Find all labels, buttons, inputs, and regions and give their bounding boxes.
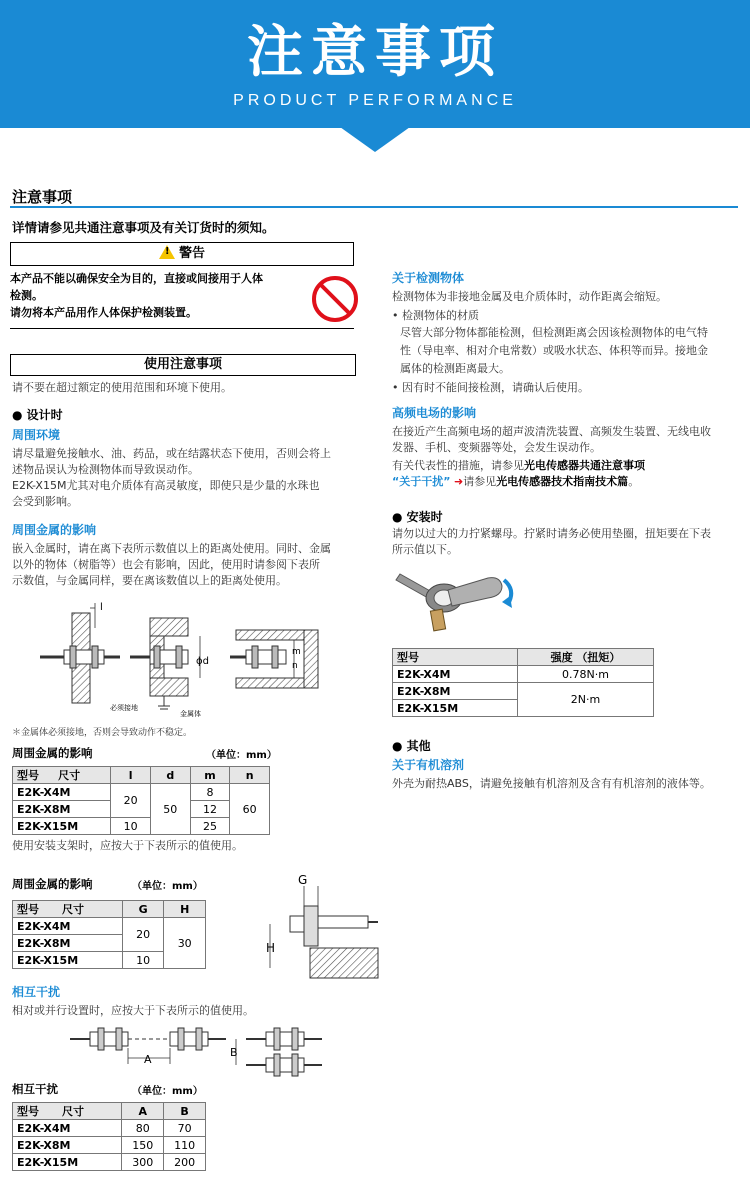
table-cell: E2K-X8M: [393, 683, 518, 700]
table2-header: H: [164, 901, 206, 918]
install-text: [392, 526, 742, 558]
env-text: [12, 446, 362, 510]
banner-arrow: [340, 127, 410, 152]
table-cell: 110: [164, 1137, 206, 1154]
header-banner: [0, 0, 750, 128]
table1-header: d: [150, 767, 190, 784]
table2-header: G: [122, 901, 164, 918]
warning-line: 本产品不能以确保安全为目的，直接或间接用于人体: [10, 272, 263, 285]
hf-line: 有关代表性的措施，请参见光电传感器共通注意事项: [392, 459, 645, 472]
detect-sub-line: 尽管大部分物体都能检测，但检测距离会因该检测物体的电气特: [400, 326, 708, 339]
label-m: m: [292, 647, 301, 657]
hf-title: 高频电场的影响: [392, 406, 477, 420]
table-cell: 10: [122, 952, 164, 969]
metal-text: [12, 541, 362, 589]
table-cell: E2K-X8M: [13, 801, 111, 818]
table3-header-model: 型号 尺寸: [13, 1103, 122, 1120]
table4-header: 强度 （扭矩）: [518, 649, 654, 666]
detect-text: [392, 289, 742, 396]
install-heading-label: 安装时: [406, 510, 443, 524]
label-h: H: [266, 941, 276, 955]
warning-box: [10, 242, 354, 329]
hf-text: [392, 424, 742, 490]
label-metal: 金属体: [180, 710, 201, 718]
mutual-text: 相对或并行设置时，应按大于下表所示的值使用。: [12, 1004, 254, 1017]
table-cell: E2K-X4M: [13, 1120, 122, 1137]
usage-text: 请不要在超过额定的使用范围和环境下使用。: [12, 381, 232, 394]
install-line: 请勿以过大的力拧紧螺母。拧紧时请务必使用垫圈，扭矩要在下表: [392, 527, 711, 540]
table-cell: 200: [164, 1154, 206, 1171]
warning-label: 警告: [178, 246, 205, 261]
table1-header: l: [111, 767, 151, 784]
table-cell: 80: [122, 1120, 164, 1137]
env-line: 会受到影响。: [12, 495, 78, 508]
table1-caption: 周围金属的影响: [12, 746, 93, 760]
hf-line: “关于干扰” ➜请参见光电传感器技术指南技术篇。: [392, 475, 640, 488]
table-cell: E2K-X4M: [13, 784, 111, 801]
interference-diagram: [70, 1024, 326, 1080]
banner-subtitle: PRODUCT PERFORMANCE: [233, 92, 517, 109]
label-a: A: [144, 1053, 152, 1066]
table-cell: 20: [122, 918, 164, 952]
table1-header-model: 型号 尺寸: [13, 767, 111, 784]
usage-header: 使用注意事项: [10, 354, 356, 376]
table-cell: 0.78N·m: [518, 666, 654, 683]
label-n: n: [292, 661, 298, 671]
warning-icon: !: [159, 245, 175, 259]
bracket-diagram: [260, 872, 380, 984]
table-cell: 300: [122, 1154, 164, 1171]
bracket-note: 使用安装支架时，应按大于下表所示的值使用。: [12, 839, 243, 852]
solvent-text: 外壳为耐热ABS，请避免接触有机溶剂及含有有机溶剂的液体等。: [392, 777, 711, 790]
table4-header: 型号: [393, 649, 518, 666]
detect-sub: [392, 324, 742, 378]
label-b: B: [230, 1046, 238, 1059]
table-cell: 30: [164, 918, 206, 969]
warning-header: [10, 242, 354, 266]
table-cell: 70: [164, 1120, 206, 1137]
table-cell: E2K-X15M: [13, 1154, 122, 1171]
table3-caption: 相互干扰: [12, 1082, 58, 1096]
env-line: 述物品误认为检测物体而导致误动作。: [12, 463, 199, 476]
other-heading: ● 其他: [392, 739, 431, 753]
table-cell: E2K-X4M: [393, 666, 518, 683]
table3-unit: （单位：mm）: [132, 1086, 203, 1097]
table-cell: 60: [230, 784, 270, 835]
metal-line: 嵌入金属时，请在离下表所示数值以上的距离处使用。同时、金属: [12, 542, 331, 555]
env-line: E2K-X15M尤其对电介质体有高灵敏度，即使只是少量的水珠也: [12, 479, 320, 492]
table3: [12, 1102, 206, 1171]
wrench-illustration: [392, 566, 522, 638]
table2-unit: （单位：mm）: [132, 881, 203, 892]
install-line: 所示值以下。: [392, 543, 458, 556]
design-heading: ● 设计时: [12, 408, 63, 422]
table-cell: 150: [122, 1137, 164, 1154]
metal-line: 示数值，与金属同样，要在离该数值以上的距离处使用。: [12, 574, 287, 587]
table-cell: 20: [111, 784, 151, 818]
detect-line: 检测物体为非接地金属及电介质体时，动作距离会缩短。: [392, 290, 667, 303]
table2-caption: 周围金属的影响: [12, 877, 93, 891]
table-cell: E2K-X8M: [13, 935, 123, 952]
arrow-icon: ➜: [453, 475, 464, 488]
table-cell: E2K-X8M: [13, 1137, 122, 1154]
table2: [12, 900, 206, 969]
table-cell: 2N·m: [518, 683, 654, 717]
section-title: 注意事项: [12, 188, 73, 206]
label-l: l: [100, 602, 103, 613]
table-cell: E2K-X15M: [393, 700, 518, 717]
warning-text: [10, 270, 300, 321]
table-cell: E2K-X4M: [13, 918, 123, 935]
env-title: 周围环境: [12, 428, 61, 442]
detect-sub-line: 性（导电率、相对介电常数）或吸水状态、体积等而异。接地金: [400, 344, 708, 357]
banner-title: 注意事项: [247, 20, 503, 85]
table-cell: 50: [150, 784, 190, 835]
table1-header: m: [190, 767, 230, 784]
table-cell: 25: [190, 818, 230, 835]
metal-title: 周围金属的影响: [12, 523, 97, 537]
table1-unit: （单位：mm）: [206, 750, 277, 761]
table-cell: 8: [190, 784, 230, 801]
design-heading-label: 设计时: [26, 408, 63, 422]
table1-header: n: [230, 767, 270, 784]
other-heading-label: 其他: [406, 739, 431, 753]
warning-line: 检测。: [10, 289, 43, 302]
intro-text: 详情请参见共通注意事项及有关订货时的须知。: [12, 220, 275, 235]
label-ground: 必须接地: [110, 704, 138, 712]
metal-line: 以外的物体（树脂等）也会有影响，因此，使用时请参阅下表所: [12, 558, 320, 571]
detect-title: 关于检测物体: [392, 271, 465, 285]
detect-bullet: • 因有时不能间接检测，请确认后使用。: [392, 381, 589, 394]
table3-header: A: [122, 1103, 164, 1120]
hf-link[interactable]: “关于干扰”: [392, 475, 451, 488]
hf-line: 发器、手机、变频器等处，会发生误动作。: [392, 441, 601, 454]
torque-table: [392, 648, 654, 717]
install-heading: ● 安装时: [392, 510, 443, 524]
prohibited-icon: [310, 274, 360, 324]
table-cell: E2K-X15M: [13, 952, 123, 969]
table-cell: 10: [111, 818, 151, 835]
table-cell: E2K-X15M: [13, 818, 111, 835]
table3-header: B: [164, 1103, 206, 1120]
section-divider: [10, 206, 738, 208]
table2-header-model: 型号 尺寸: [13, 901, 123, 918]
label-d: ϕd: [196, 656, 209, 667]
mutual-title: 相互干扰: [12, 985, 61, 999]
warning-line: 请勿将本产品用作人体保护检测装置。: [10, 306, 197, 319]
label-g: G: [298, 873, 308, 887]
table1: [12, 766, 270, 835]
metal-embedding-diagram: [40, 598, 330, 718]
table-cell: 12: [190, 801, 230, 818]
detect-sub-line: 属体的检测距离最大。: [400, 362, 510, 375]
env-line: 请尽量避免接触水、油、药品，或在结露状态下使用，否则会将上: [12, 447, 331, 460]
solvent-title: 关于有机溶剂: [392, 758, 465, 772]
detect-bullet: • 检测物体的材质: [392, 309, 479, 322]
figure-note: ＊金属体必须接地，否则会导致动作不稳定。: [12, 728, 193, 738]
hf-line: 在接近产生高频电场的超声波清洗装置、高频发生装置、无线电收: [392, 425, 711, 438]
